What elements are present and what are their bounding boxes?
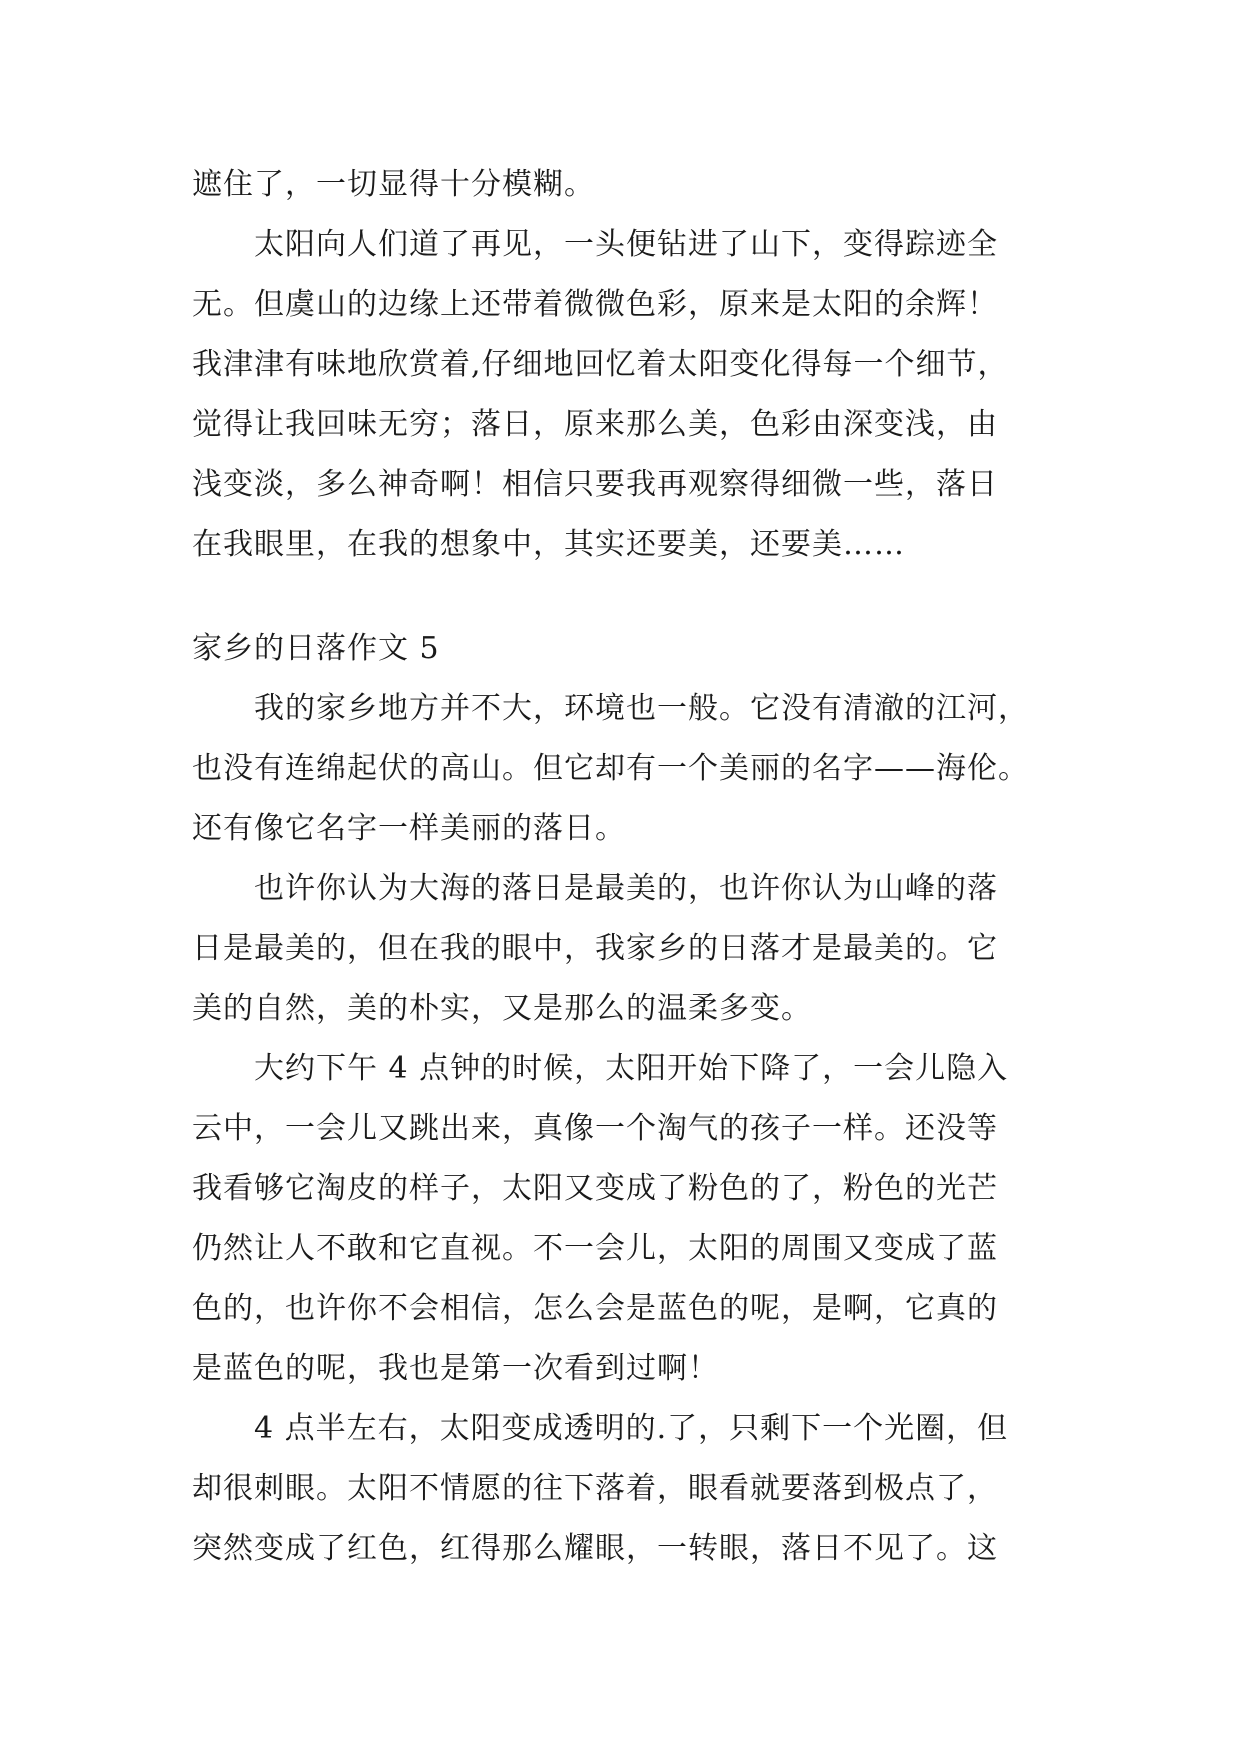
text-line: 觉得让我回味无穷；落日，原来那么美，色彩由深变浅，由: [192, 407, 998, 442]
text-line: 浅变淡，多么神奇啊！相信只要我再观察得细微一些，落日: [192, 467, 998, 502]
text-line: 遮住了，一切显得十分模糊。: [192, 167, 595, 202]
text-line: 也没有连绵起伏的高山。但它却有一个美丽的名字——海伦。: [192, 751, 1029, 786]
text-line: 日是最美的，但在我的眼中，我家乡的日落才是最美的。它: [192, 931, 998, 966]
text-line: 太阳向人们道了再见，一头便钻进了山下，变得踪迹全: [192, 227, 998, 262]
text-line: 仍然让人不敢和它直视。不一会儿，太阳的周围又变成了蓝: [192, 1231, 998, 1266]
text-line: 也许你认为大海的落日是最美的，也许你认为山峰的落: [192, 871, 998, 906]
text-line: 无。但虞山的边缘上还带着微微色彩，原来是太阳的余辉！: [192, 287, 998, 322]
text-line: 突然变成了红色，红得那么耀眼，一转眼，落日不见了。这: [192, 1531, 998, 1566]
section-heading: 家乡的日落作文 5: [192, 631, 440, 666]
text-line: 我看够它淘皮的样子，太阳又变成了粉色的了，粉色的光芒: [192, 1171, 998, 1206]
text-line: 在我眼里，在我的想象中，其实还要美，还要美……: [192, 527, 905, 562]
text-line: 云中，一会儿又跳出来，真像一个淘气的孩子一样。还没等: [192, 1111, 998, 1146]
text-line: 我津津有味地欣赏着,仔细地回忆着太阳变化得每一个细节，: [192, 347, 1009, 382]
text-line: 我的家乡地方并不大，环境也一般。它没有清澈的江河，: [192, 691, 1029, 726]
text-line: 还有像它名字一样美丽的落日。: [192, 811, 626, 846]
text-line: 是蓝色的呢，我也是第一次看到过啊！: [192, 1351, 719, 1386]
text-line: 却很刺眼。太阳不情愿的往下落着，眼看就要落到极点了，: [192, 1471, 998, 1506]
text-line: 大约下午 4 点钟的时候，太阳开始下降了，一会儿隐入: [192, 1051, 1009, 1086]
text-line: 美的自然，美的朴实，又是那么的温柔多变。: [192, 991, 812, 1026]
text-line: 4 点半左右，太阳变成透明的.了，只剩下一个光圈，但: [192, 1411, 1009, 1446]
text-line: 色的，也许你不会相信，怎么会是蓝色的呢，是啊，它真的: [192, 1291, 998, 1326]
